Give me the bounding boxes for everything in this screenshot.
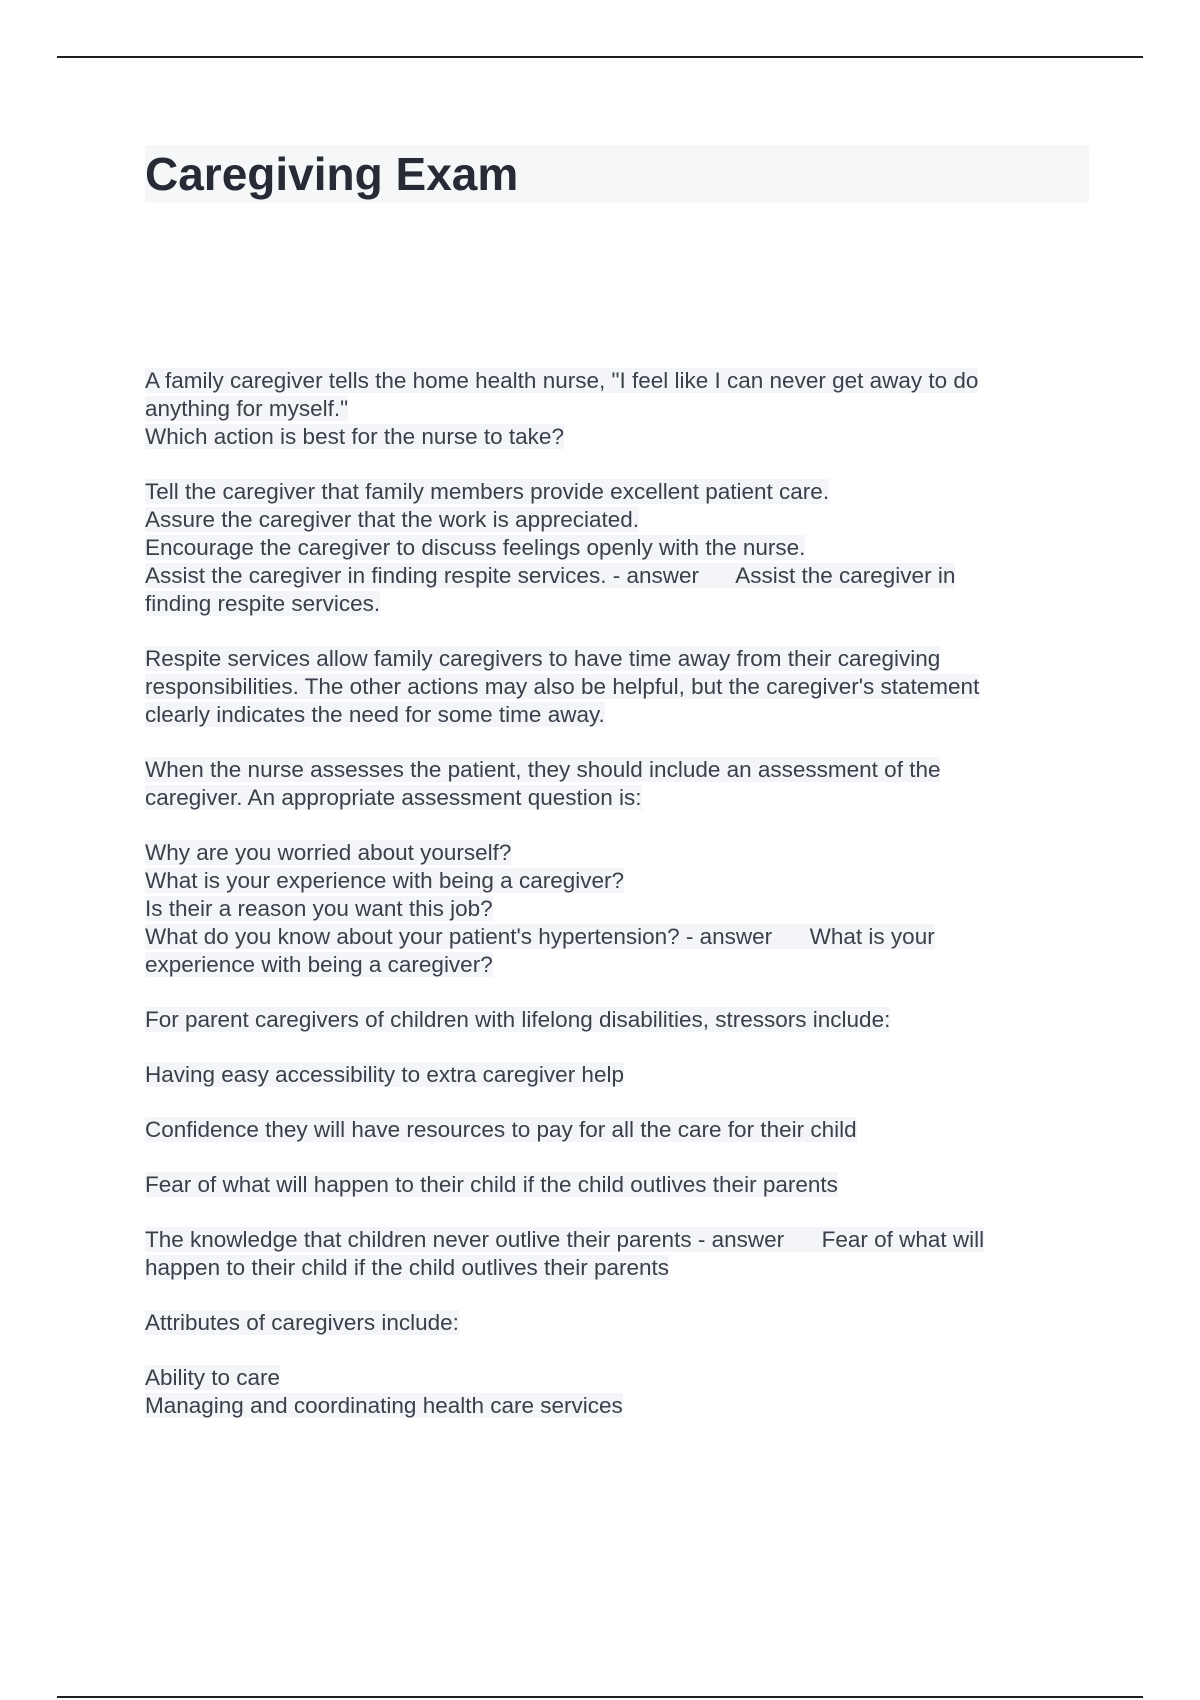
text-line — [145, 1254, 1105, 1282]
text-line-content: Fear of what will happen to their child if the child outlives their parents — [145, 1172, 838, 1197]
text-line — [145, 1006, 1105, 1034]
text-line-content: For parent caregivers of children with lifelong disabilities, stressors include: — [145, 1007, 891, 1032]
text-line-content: happen to their child if the child outlives their parents — [145, 1255, 670, 1280]
paragraph — [145, 645, 1105, 729]
top-rule — [57, 56, 1143, 58]
text-line-content: Confidence they will have resources to pay for all the care for their child — [145, 1117, 857, 1142]
text-line-content: Managing and coordinating health care services — [145, 1393, 623, 1418]
text-line-content: experience with being a caregiver? — [145, 952, 493, 977]
paragraph-gap — [145, 1034, 1105, 1061]
paragraph — [145, 367, 1105, 451]
text-line — [145, 1171, 1105, 1199]
text-line-content: Encourage the caregiver to discuss feelings openly with the nurse. — [145, 535, 806, 560]
text-line — [145, 534, 1105, 562]
text-line-content: anything for myself." — [145, 396, 349, 421]
text-line-content: caregiver. An appropriate assessment question is: — [145, 785, 642, 810]
paragraph-gap — [145, 812, 1105, 839]
text-line — [145, 895, 1105, 923]
paragraph-gap — [145, 451, 1105, 478]
paragraph — [145, 1364, 1105, 1420]
text-line-content: Tell the caregiver that family members provide excellent patient care. — [145, 479, 830, 504]
paragraph-gap — [145, 979, 1105, 1006]
text-line — [145, 1309, 1105, 1337]
text-line-content: Assist the caregiver in finding respite services. - answer Assist the caregiver in — [145, 563, 956, 588]
text-line-content: responsibilities. The other actions may also be helpful, but the caregiver's statement — [145, 674, 980, 699]
text-line-content: Why are you worried about yourself? — [145, 840, 512, 865]
text-line — [145, 1061, 1105, 1089]
text-line — [145, 423, 1105, 451]
paragraph — [145, 1226, 1105, 1282]
text-line-content: Respite services allow family caregivers to have time away from their caregiving — [145, 646, 941, 671]
text-line-content: Attributes of caregivers include: — [145, 1310, 459, 1335]
text-line — [145, 1226, 1105, 1254]
text-line — [145, 478, 1105, 506]
page-title: Caregiving Exam — [145, 148, 519, 200]
text-line-content: Having easy accessibility to extra caregiver help — [145, 1062, 624, 1087]
paragraph — [145, 1309, 1105, 1337]
text-line-content: When the nurse assesses the patient, they should include an assessment of the — [145, 757, 941, 782]
text-line — [145, 1116, 1105, 1144]
paragraph-gap — [145, 1337, 1105, 1364]
text-line — [145, 784, 1105, 812]
paragraph — [145, 1171, 1105, 1199]
paragraph — [145, 1006, 1105, 1034]
text-line — [145, 756, 1105, 784]
paragraph-gap — [145, 1089, 1105, 1116]
text-line — [145, 923, 1105, 951]
paragraph — [145, 478, 1105, 618]
text-line — [145, 867, 1105, 895]
text-line-content: Assure the caregiver that the work is appreciated. — [145, 507, 640, 532]
text-line-content: The knowledge that children never outlive their parents - answer Fear of what will — [145, 1227, 985, 1252]
text-line-content: finding respite services. — [145, 591, 381, 616]
bottom-rule — [57, 1696, 1143, 1698]
text-line-content: Ability to care — [145, 1365, 281, 1390]
text-line — [145, 395, 1105, 423]
text-line — [145, 506, 1105, 534]
text-line-content: clearly indicates the need for some time away. — [145, 702, 605, 727]
paragraph — [145, 756, 1105, 812]
text-line — [145, 1364, 1105, 1392]
paragraph — [145, 839, 1105, 979]
text-line-content: Which action is best for the nurse to take? — [145, 424, 564, 449]
text-line-content: What is your experience with being a caregiver? — [145, 868, 624, 893]
text-line — [145, 1392, 1105, 1420]
paragraph — [145, 1116, 1105, 1144]
text-line — [145, 645, 1105, 673]
text-line — [145, 951, 1105, 979]
text-line — [145, 562, 1105, 590]
paragraph — [145, 1061, 1105, 1089]
text-line — [145, 701, 1105, 729]
paragraph-gap — [145, 1199, 1105, 1226]
text-line — [145, 673, 1105, 701]
paragraph-gap — [145, 618, 1105, 645]
text-line-content: A family caregiver tells the home health nurse, "I feel like I can never get away to do — [145, 368, 979, 393]
paragraph-gap — [145, 1144, 1105, 1171]
paragraph-gap — [145, 1282, 1105, 1309]
document-body — [145, 367, 1105, 1420]
text-line — [145, 839, 1105, 867]
text-line-content: Is their a reason you want this job? — [145, 896, 493, 921]
text-line — [145, 367, 1105, 395]
text-line-content: What do you know about your patient's hypertension? - answer What is your — [145, 924, 935, 949]
paragraph-gap — [145, 729, 1105, 756]
text-line — [145, 590, 1105, 618]
